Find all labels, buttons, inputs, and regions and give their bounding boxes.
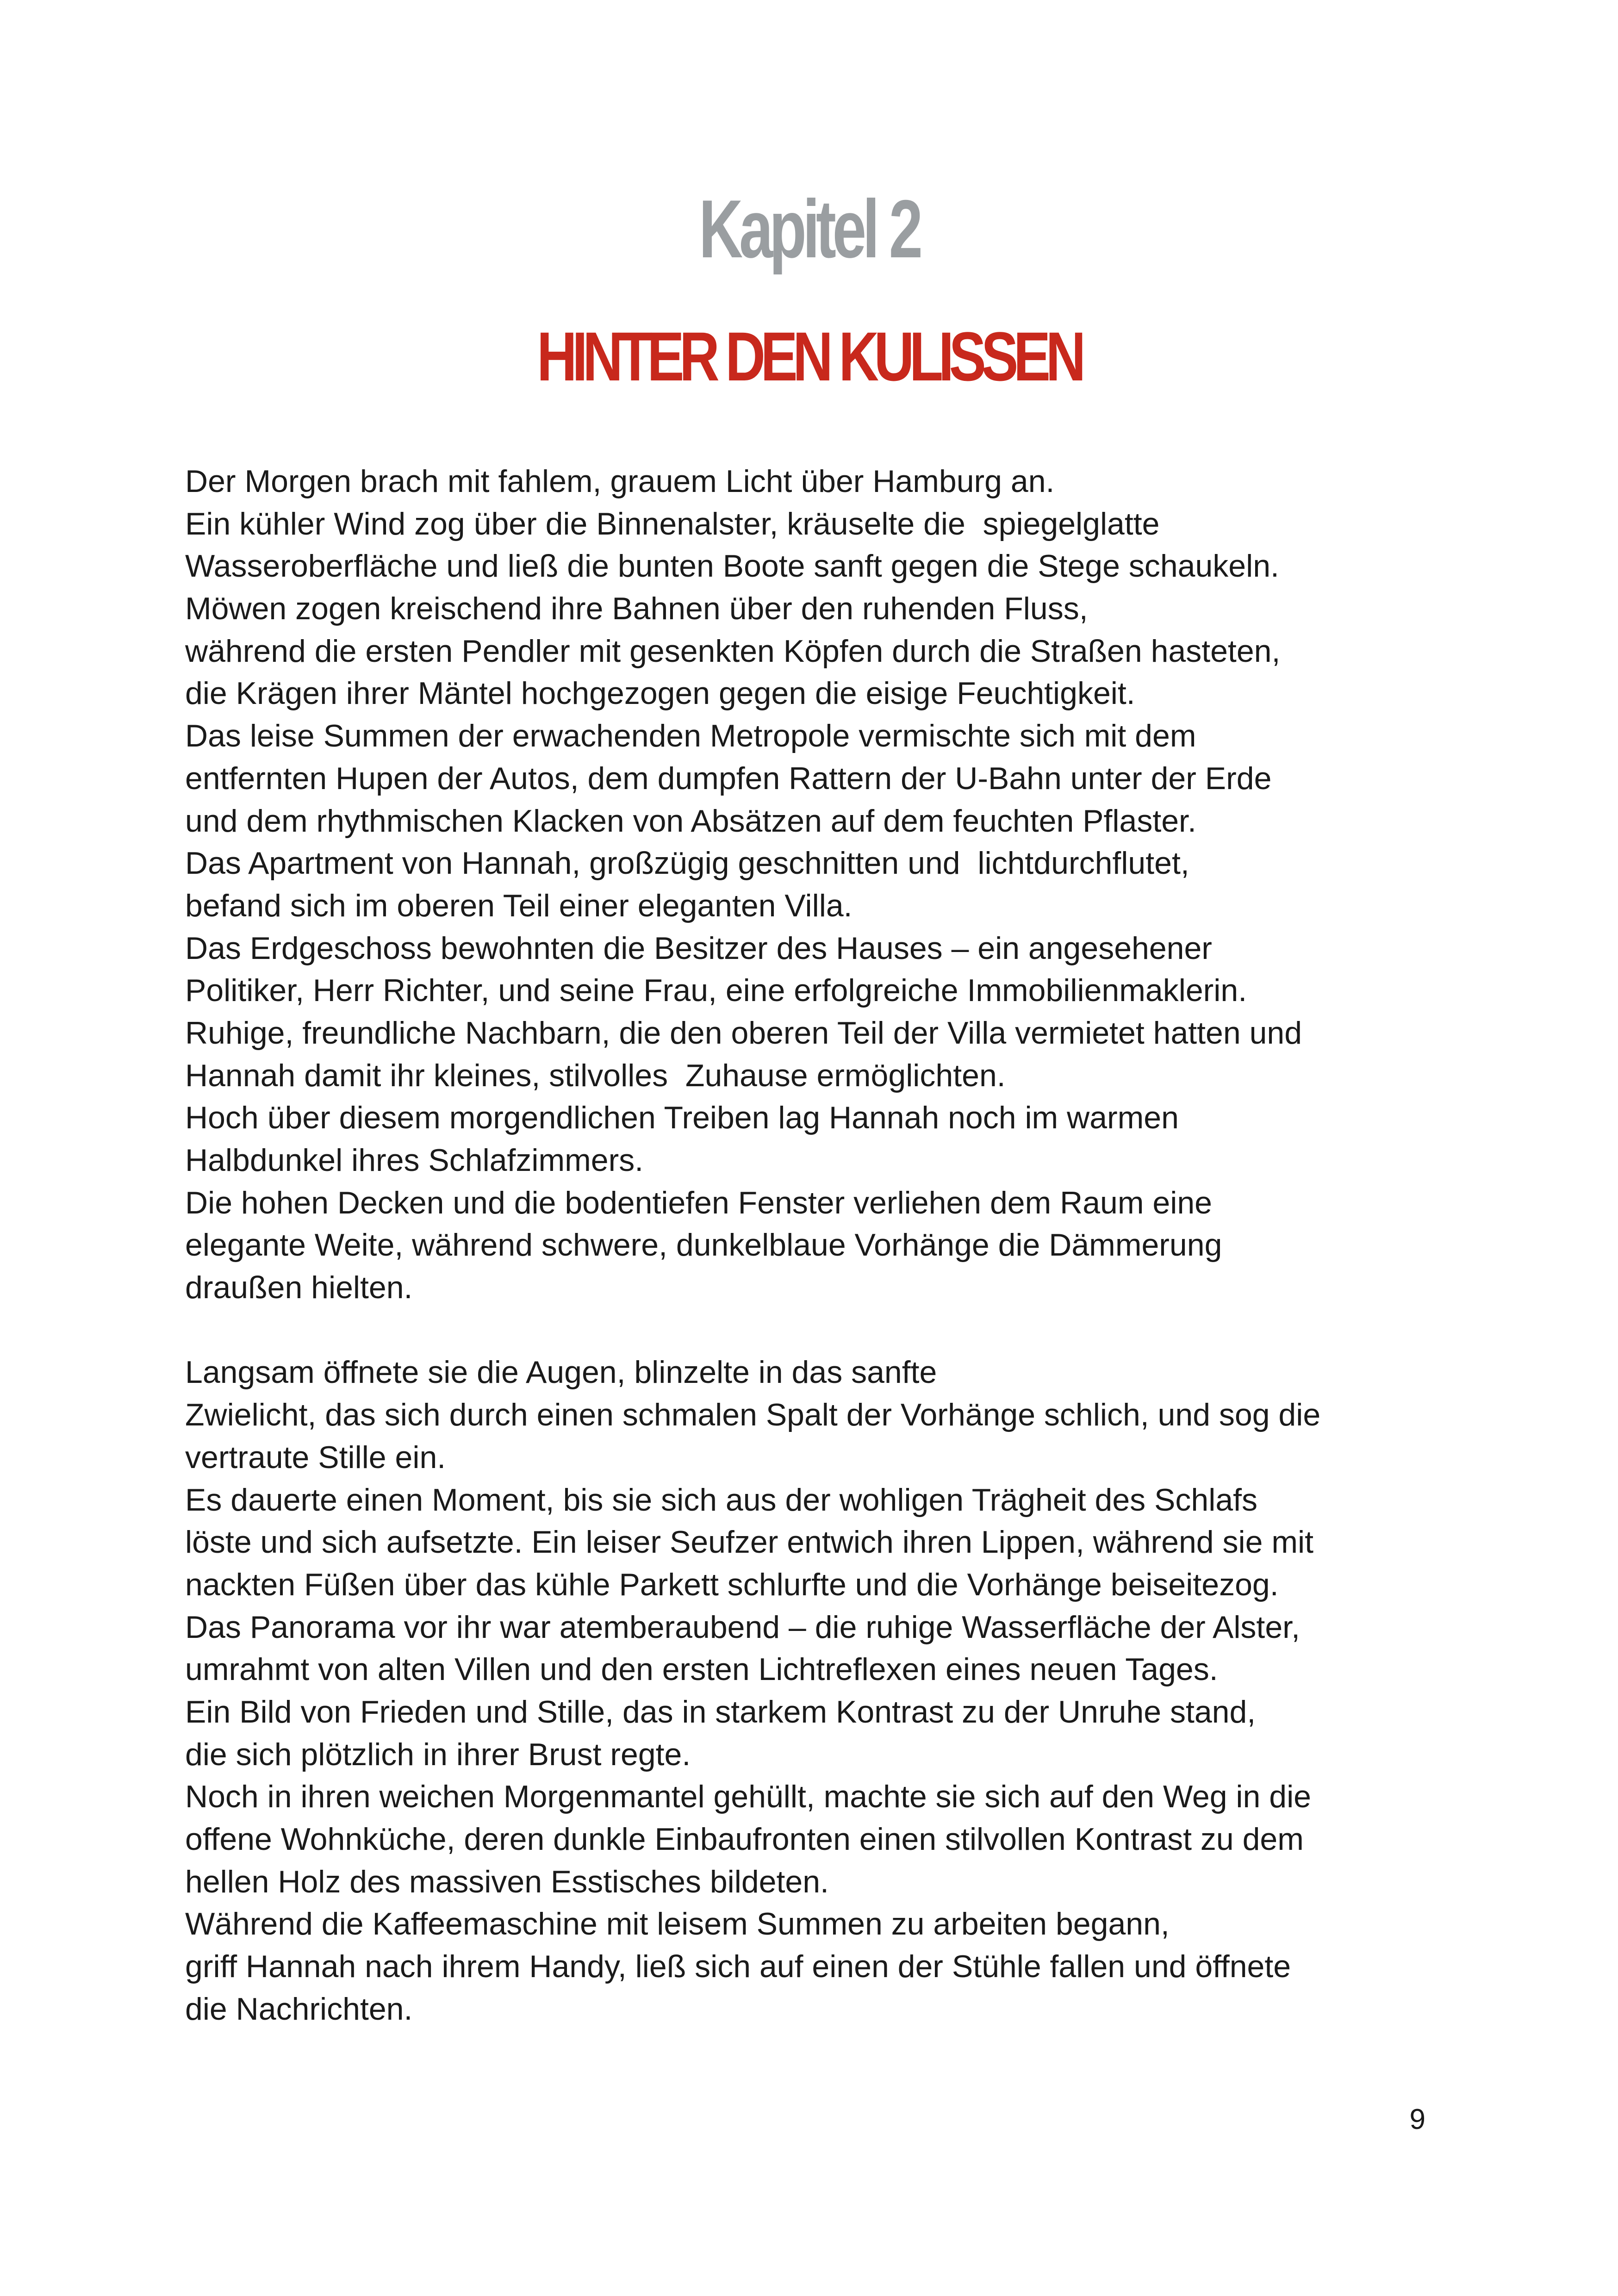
- text-line: elegante Weite, während schwere, dunkelblaue Vorhänge die Dämmerung: [185, 1227, 1222, 1263]
- text-line: die Krägen ihrer Mäntel hochgezogen gegen die eisige Feuchtigkeit.: [185, 676, 1135, 711]
- text-line: Ein Bild von Frieden und Stille, das in starkem Kontrast zu der Unruhe stand,: [185, 1694, 1256, 1730]
- chapter-title: HINTER DEN KULISSEN: [537, 317, 1081, 395]
- text-line: Halbdunkel ihres Schlafzimmers.: [185, 1143, 644, 1178]
- text-line: während die ersten Pendler mit gesenkten Köpfen durch die Straßen hasteten,: [185, 633, 1281, 669]
- text-line: Das leise Summen der erwachenden Metropole vermischte sich mit dem: [185, 718, 1196, 754]
- text-line: Es dauerte einen Moment, bis sie sich aus der wohligen Trägheit des Schlafs: [185, 1482, 1258, 1518]
- text-line: hellen Holz des massiven Esstisches bildeten.: [185, 1864, 829, 1899]
- text-line: Zwielicht, das sich durch einen schmalen Spalt der Vorhänge schlich, und sog die: [185, 1397, 1321, 1433]
- text-line: draußen hielten.: [185, 1270, 413, 1306]
- text-line: offene Wohnküche, deren dunkle Einbaufronten einen stilvollen Kontrast zu dem: [185, 1822, 1304, 1857]
- text-line: Politiker, Herr Richter, und seine Frau, eine erfolgreiche Immobilienmaklerin.: [185, 973, 1247, 1008]
- text-line: Wasseroberfläche und ließ die bunten Boote sanft gegen die Stege schaukeln.: [185, 548, 1279, 584]
- text-line: nackten Füßen über das kühle Parkett schlurfte und die Vorhänge beiseitezog.: [185, 1567, 1279, 1602]
- text-line: die Nachrichten.: [185, 1991, 413, 2027]
- text-line: und dem rhythmischen Klacken von Absätzen auf dem feuchten Pflaster.: [185, 803, 1196, 839]
- paragraph: [185, 460, 1458, 1309]
- text-line: Hannah damit ihr kleines, stilvolles Zuhause ermöglichten.: [185, 1058, 1006, 1093]
- chapter-body-text: [185, 460, 1458, 2030]
- text-line: Möwen zogen kreischend ihre Bahnen über den ruhenden Fluss,: [185, 591, 1088, 627]
- text-line: umrahmt von alten Villen und den ersten Lichtreflexen eines neuen Tages.: [185, 1652, 1218, 1687]
- text-line: Hoch über diesem morgendlichen Treiben lag Hannah noch im warmen: [185, 1100, 1179, 1136]
- text-line: Langsam öffnete sie die Augen, blinzelte in das sanfte: [185, 1355, 937, 1390]
- text-line: die sich plötzlich in ihrer Brust regte.: [185, 1736, 691, 1772]
- text-line: Ein kühler Wind zog über die Binnenalster, kräuselte die spiegelglatte: [185, 506, 1160, 541]
- paragraph-break: [185, 1309, 1458, 1352]
- text-line: vertraute Stille ein.: [185, 1439, 446, 1475]
- text-line: Das Erdgeschoss bewohnten die Besitzer des Hauses – ein angesehener: [185, 930, 1212, 966]
- text-line: griff Hannah nach ihrem Handy, ließ sich auf einen der Stühle fallen und öffnete: [185, 1949, 1291, 1985]
- text-line: Der Morgen brach mit fahlem, grauem Licht über Hamburg an.: [185, 464, 1055, 499]
- text-line: Das Apartment von Hannah, großzügig geschnitten und lichtdurchflutet,: [185, 846, 1189, 881]
- text-line: befand sich im oberen Teil einer eleganten Villa.: [185, 888, 853, 923]
- chapter-number: Kapitel 2: [699, 183, 919, 275]
- text-line: Das Panorama vor ihr war atemberaubend – die ruhige Wasserfläche der Alster,: [185, 1609, 1300, 1645]
- paragraph: [185, 1351, 1458, 2030]
- text-line: Noch in ihren weichen Morgenmantel gehüllt, machte sie sich auf den Weg in die: [185, 1779, 1311, 1815]
- text-line: Während die Kaffeemaschine mit leisem Summen zu arbeiten begann,: [185, 1906, 1170, 1942]
- text-line: Ruhige, freundliche Nachbarn, die den oberen Teil der Villa vermietet hatten und: [185, 1015, 1302, 1051]
- text-line: Die hohen Decken und die bodentiefen Fenster verliehen dem Raum eine: [185, 1185, 1212, 1220]
- text-line: entfernten Hupen der Autos, dem dumpfen Rattern der U-Bahn unter der Erde: [185, 760, 1272, 796]
- text-line: löste und sich aufsetzte. Ein leiser Seufzer entwich ihren Lippen, während sie mit: [185, 1524, 1313, 1560]
- page-number: 9: [1409, 2103, 1425, 2135]
